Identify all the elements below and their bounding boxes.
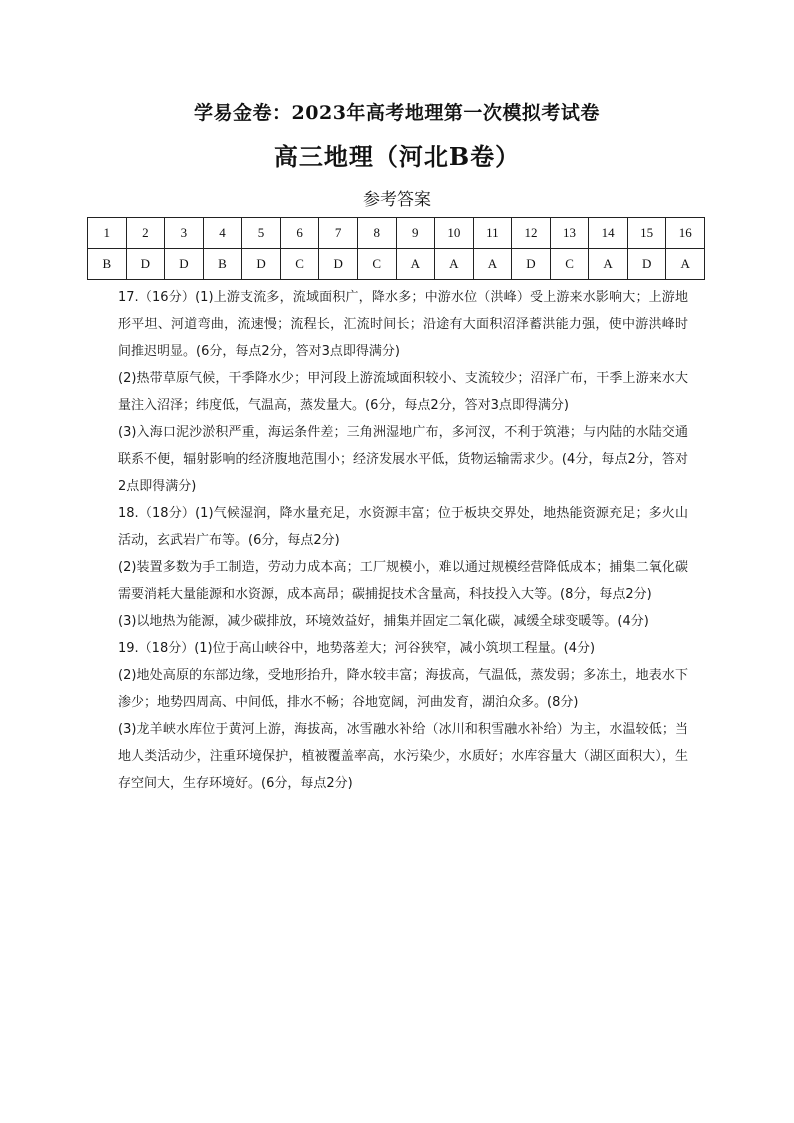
answer-cell: B <box>88 249 127 280</box>
paragraph-18-1: 18.（18分）(1)气候湿润，降水量充足，水资源丰富；位于板块交界处，地热能资源充足；多火山活动，玄武岩广布等。(6分，每点2分) <box>118 506 688 548</box>
question-number-cell: 2 <box>126 218 165 249</box>
paragraph-18-3: (3)以地热为能源，减少碳排放，环境效益好，捕集并固定二氧化碳，减缓全球变暖等。(4分) <box>118 614 649 629</box>
question-number-cell: 3 <box>165 218 204 249</box>
question-number-cell: 14 <box>589 218 628 249</box>
question-number-cell: 10 <box>435 218 474 249</box>
answer-cell: D <box>165 249 204 280</box>
paragraph-17-2: (2)热带草原气候，干季降水少；甲河段上游流域面积较小、支流较少；沼泽广布，干季上游来水大量注入沼泽；纬度低，气温高，蒸发量大。(6分，每点2分，答对3点即得满分) <box>118 371 688 413</box>
answer-cell: D <box>242 249 281 280</box>
question-number-cell: 13 <box>550 218 589 249</box>
answer-table <box>87 217 705 280</box>
paragraph-19-3: (3)龙羊峡水库位于黄河上游，海拔高，冰雪融水补给（冰川和积雪融水补给）为主，水温较低；当地人类活动少，注重环境保护，植被覆盖率高，水污染少，水质好；水库容量大（湖区面积大），生存空间大，生存环境好。(6分，每点2分) <box>118 722 688 791</box>
question-number-cell: 6 <box>280 218 319 249</box>
paragraph-17-3: (3)入海口泥沙淤积严重，海运条件差；三角洲湿地广布，多河汊，不利于筑港；与内陆的水陆交通联系不便，辐射影响的经济腹地范围小；经济发展水平低，货物运输需求少。(4分，每点2分，答对2点即得满分) <box>118 425 688 494</box>
question-number-cell: 16 <box>666 218 705 249</box>
question-number-cell: 15 <box>627 218 666 249</box>
question-number-row <box>88 218 705 249</box>
question-number-cell: 9 <box>396 218 435 249</box>
question-number-cell: 7 <box>319 218 358 249</box>
answer-explanations <box>118 284 688 797</box>
answer-cell: D <box>627 249 666 280</box>
section-heading: 参考答案 <box>363 190 431 210</box>
exam-title: 学易金卷：2023年高考地理第一次模拟考试卷 <box>194 102 600 124</box>
answer-cell: B <box>203 249 242 280</box>
question-number-cell: 11 <box>473 218 512 249</box>
question-number-cell: 5 <box>242 218 281 249</box>
answer-cell: D <box>126 249 165 280</box>
exam-subtitle: 高三地理（河北B卷） <box>273 142 521 171</box>
answer-cell: D <box>319 249 358 280</box>
paragraph-17-1: 17.（16分）(1)上游支流多，流域面积广，降水多；中游水位（洪峰）受上游来水影响大；上游地形平坦、河道弯曲，流速慢；流程长，汇流时间长；沿途有大面积沼泽蓄洪能力强，使中游洪峰时间推迟明显。(6分，每点2分，答对3点即得满分) <box>118 290 688 359</box>
paragraph-18-2: (2)装置多数为手工制造，劳动力成本高；工厂规模小，难以通过规模经营降低成本；捕集二氧化碳需要消耗大量能源和水资源，成本高昂；碳捕捉技术含量高，科技投入大等。(8分，每点2分) <box>118 560 688 602</box>
answer-cell: C <box>550 249 589 280</box>
paragraph-19-1: 19.（18分）(1)位于高山峡谷中，地势落差大；河谷狭窄，减小筑坝工程量。(4分) <box>118 641 596 656</box>
question-number-cell: 1 <box>88 218 127 249</box>
answer-cell: A <box>396 249 435 280</box>
paragraph-19-2: (2)地处高原的东部边缘，受地形抬升，降水较丰富；海拔高，气温低，蒸发弱；多冻土，地表水下渗少；地势四周高、中间低，排水不畅；谷地宽阔，河曲发育，湖泊众多。(8分) <box>118 668 688 710</box>
question-number-cell: 8 <box>357 218 396 249</box>
answer-cell: D <box>512 249 551 280</box>
answer-cell: A <box>435 249 474 280</box>
answer-cell: C <box>357 249 396 280</box>
answer-cell: C <box>280 249 319 280</box>
question-number-cell: 12 <box>512 218 551 249</box>
answer-cell: A <box>473 249 512 280</box>
answer-cell: A <box>666 249 705 280</box>
answer-cell: A <box>589 249 628 280</box>
question-number-cell: 4 <box>203 218 242 249</box>
answer-row <box>88 249 705 280</box>
